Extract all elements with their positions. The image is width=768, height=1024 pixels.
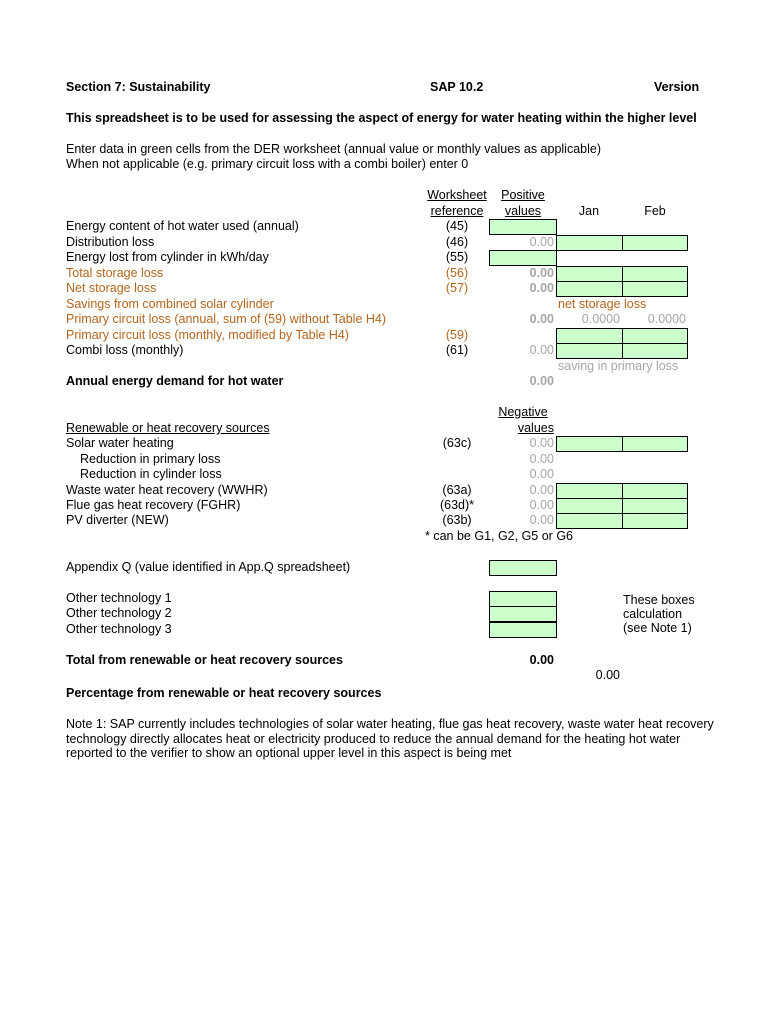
appendix-q-label: Appendix Q (value identified in App.Q spreadsheet) <box>66 560 351 574</box>
note1-line-3: reported to the verifier to show an optional upper level in this aspect is being met <box>66 746 512 760</box>
total-storage-loss-value: 0.00 <box>529 266 554 280</box>
primary-loss-jan-value: 0.0000 <box>581 312 620 326</box>
sap-version: SAP 10.2 <box>430 80 484 94</box>
saving-primary-loss-note: saving in primary loss <box>558 359 679 373</box>
solar-jan-input[interactable] <box>556 436 623 452</box>
row-label-total-storage-loss: Total storage loss <box>66 266 164 280</box>
row-label-reduction-cylinder-loss: Reduction in cylinder loss <box>80 467 222 481</box>
net-storage-loss-value: 0.00 <box>529 281 554 295</box>
net-storage-loss-jan-input[interactable] <box>556 281 623 297</box>
primary-loss-feb-input[interactable] <box>622 328 688 344</box>
row-label-wwhr: Waste water heat recovery (WWHR) <box>66 483 268 497</box>
note1-line-2: technology directly allocates heat or electricity produced to reduce the annual demand for the heating hot water <box>66 732 681 746</box>
cylinder-loss-input[interactable] <box>489 250 557 266</box>
row-label-reduction-primary-loss: Reduction in primary loss <box>80 452 221 466</box>
ref-45: (45) <box>445 219 469 233</box>
row-label-cylinder-loss: Energy lost from cylinder in kWh/day <box>66 250 269 264</box>
other-technology-1-input[interactable] <box>489 591 557 607</box>
purpose-text: This spreadsheet is to be used for assessing the aspect of energy for water heating within the higher level <box>66 111 697 125</box>
row-label-solar-water-heating: Solar water heating <box>66 436 174 450</box>
total-renewables-value: 0.00 <box>529 653 554 667</box>
ref-56: (56) <box>445 266 469 280</box>
positive-column-header-1: Positive <box>501 188 545 202</box>
instruction-line-1: Enter data in green cells from the DER worksheet (annual value or monthly values as applicable) <box>66 142 601 156</box>
ref-55: (55) <box>445 250 469 264</box>
negative-column-header-1: Negative <box>498 405 548 419</box>
row-label-fghr: Flue gas heat recovery (FGHR) <box>66 498 241 512</box>
fghr-jan-input[interactable] <box>556 498 623 514</box>
percentage-renewables-label: Percentage from renewable or heat recovery sources <box>66 686 382 700</box>
renewables-heading: Renewable or heat recovery sources <box>66 421 270 435</box>
positive-column-header-2: values <box>504 204 542 218</box>
fghr-value: 0.00 <box>529 498 554 512</box>
fghr-feb-input[interactable] <box>622 498 688 514</box>
ref-column-header-1: Worksheet <box>427 188 487 202</box>
pv-diverter-jan-input[interactable] <box>556 513 623 529</box>
row-label-net-storage-loss: Net storage loss <box>66 281 157 295</box>
combi-loss-jan-input[interactable] <box>556 343 623 359</box>
other-technology-3-input[interactable] <box>489 622 557 638</box>
reduction-primary-loss-value: 0.00 <box>529 452 554 466</box>
row-label-combi-loss: Combi loss (monthly) <box>66 343 184 357</box>
ref-57: (57) <box>445 281 469 295</box>
other-technology-2-label: Other technology 2 <box>66 606 172 620</box>
section-title: Section 7: Sustainability <box>66 80 211 94</box>
total-renewables-label: Total from renewable or heat recovery sources <box>66 653 343 667</box>
ref-63b: (63b) <box>442 513 472 527</box>
side-note-line-3: (see Note 1) <box>623 621 692 635</box>
feb-column-header: Feb <box>644 204 666 218</box>
annual-demand-label: Annual energy demand for hot water <box>66 374 284 388</box>
other-technology-2-input[interactable] <box>489 606 557 622</box>
net-storage-loss-note: net storage loss <box>558 297 647 311</box>
other-technology-3-label: Other technology 3 <box>66 622 172 636</box>
ref-63a: (63a) <box>442 483 472 497</box>
primary-loss-jan-input[interactable] <box>556 328 623 344</box>
ref-column-header-2: reference <box>430 204 484 218</box>
primary-loss-feb-value: 0.0000 <box>647 312 686 326</box>
row-label-distribution-loss: Distribution loss <box>66 235 155 249</box>
wwhr-jan-input[interactable] <box>556 483 623 499</box>
ref-46: (46) <box>445 235 469 249</box>
annual-demand-value: 0.00 <box>529 374 554 388</box>
ref-63d: (63d)* <box>439 498 475 512</box>
total-storage-loss-feb-input[interactable] <box>622 266 688 282</box>
net-storage-loss-feb-input[interactable] <box>622 281 688 297</box>
wwhr-value: 0.00 <box>529 483 554 497</box>
negative-column-header-2: values <box>517 421 554 435</box>
ref-63c: (63c) <box>442 436 472 450</box>
side-note-line-2: calculation <box>623 607 683 621</box>
pv-diverter-feb-input[interactable] <box>622 513 688 529</box>
pv-diverter-value: 0.00 <box>529 513 554 527</box>
ref-59: (59) <box>445 328 469 342</box>
distribution-loss-value: 0.00 <box>529 235 554 249</box>
row-label-solar-cylinder-savings: Savings from combined solar cylinder <box>66 297 274 311</box>
primary-loss-annual-value: 0.00 <box>529 312 554 326</box>
row-label-primary-loss-monthly: Primary circuit loss (monthly, modified by Table H4) <box>66 328 349 342</box>
appendix-q-input[interactable] <box>489 560 557 576</box>
solar-feb-input[interactable] <box>622 436 688 452</box>
combi-loss-value: 0.00 <box>529 343 554 357</box>
ref-61: (61) <box>445 343 469 357</box>
total-aux-value: 0.00 <box>595 668 620 682</box>
row-label-pv-diverter: PV diverter (NEW) <box>66 513 169 527</box>
version-label: Version <box>654 80 700 94</box>
side-note-line-1: These boxes <box>623 593 695 607</box>
fghr-footnote: * can be G1, G2, G5 or G6 <box>425 529 573 543</box>
row-label-energy-content: Energy content of hot water used (annual) <box>66 219 299 233</box>
row-label-primary-loss-annual: Primary circuit loss (annual, sum of (59) without Table H4) <box>66 312 387 326</box>
other-technology-1-label: Other technology 1 <box>66 591 172 605</box>
wwhr-feb-input[interactable] <box>622 483 688 499</box>
distribution-loss-feb-input[interactable] <box>622 235 688 251</box>
jan-column-header: Jan <box>578 204 600 218</box>
solar-water-heating-value: 0.00 <box>529 436 554 450</box>
total-storage-loss-jan-input[interactable] <box>556 266 623 282</box>
distribution-loss-jan-input[interactable] <box>556 235 623 251</box>
energy-content-input[interactable] <box>489 219 557 235</box>
combi-loss-feb-input[interactable] <box>622 343 688 359</box>
instruction-line-2: When not applicable (e.g. primary circuit loss with a combi boiler) enter 0 <box>66 157 469 171</box>
reduction-cylinder-loss-value: 0.00 <box>529 467 554 481</box>
note1-line-1: Note 1: SAP currently includes technologies of solar water heating, flue gas heat recovery, waste water heat recovery <box>66 717 714 731</box>
